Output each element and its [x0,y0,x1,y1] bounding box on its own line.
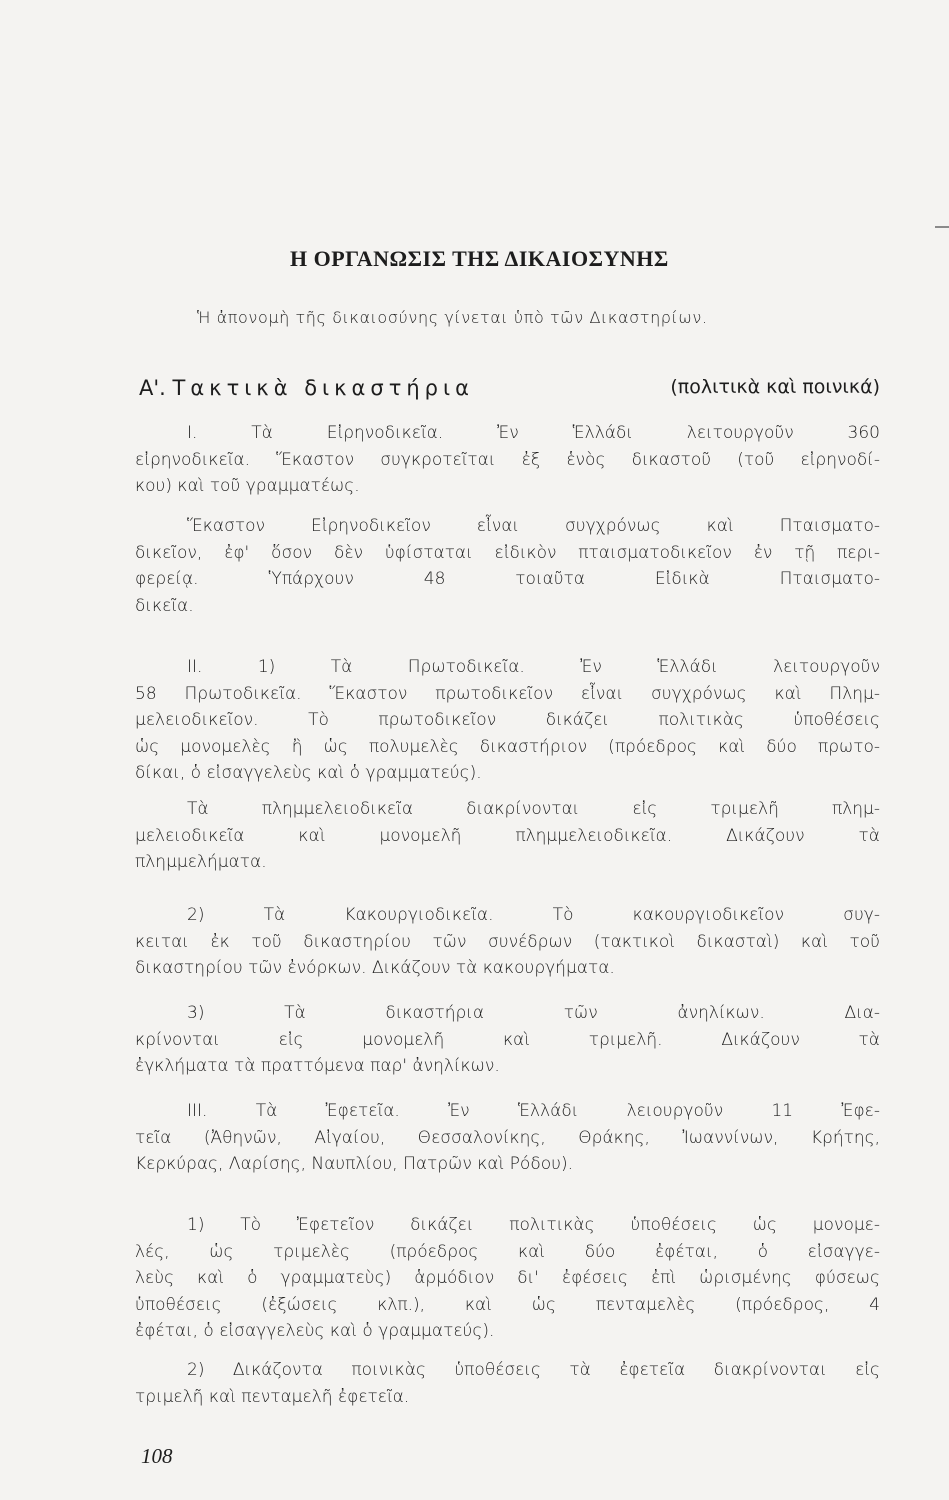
text-line: Κερκύρας, Λαρίσης, Ναυπλίου, Πατρῶν καὶ Ρόδου). [135,1154,573,1174]
text-line: Ἕκαστον Εἰρηνοδικεῖον εἶναι συγχρόνως καὶ Πταισματο- [187,516,880,536]
text-line: II. 1) Τὰ Πρωτοδικεῖα. Ἐν Ἑλλάδι λειτουργοῦν [187,657,880,677]
text-line: δίκαι, ὁ εἰσαγγελεὺς καὶ ὁ γραμματεύς). [135,763,482,783]
text-line: δικαστηρίου τῶν ἐνόρκων. Δικάζουν τὰ κακουργήματα. [135,958,615,978]
intro-sentence: Ἡ ἀπονομὴ τῆς δικαιοσύνης γίνεται ὑπὸ τῶν Δικαστηρίων. [197,308,708,327]
paragraph-plimmeleiodikeia [135,796,880,876]
section-a-label [139,376,474,400]
text-line: δικεῖον, ἐφ' ὅσον δὲν ὑφίσταται εἰδικὸν πταισματοδικεῖον ἐν τῇ περι- [135,542,880,563]
paragraph-anilikon [135,1000,880,1080]
text-line: 58 Πρωτοδικεῖα. Ἕκαστον πρωτοδικεῖον εἶναι συγχρόνως καὶ Πλημ- [135,683,880,704]
paragraph-efeteio-politikes [135,1212,880,1345]
paragraph-efeteio-poinikes [135,1357,880,1410]
text-line: 2) Δικάζοντα ποινικὰς ὑποθέσεις τὰ ἐφετεῖα διακρίνονται εἰς [187,1360,880,1380]
text-line: εἰρηνοδικεῖα. Ἕκαστον συγκροτεῖται ἐξ ἑνὸς δικαστοῦ (τοῦ εἰρηνοδί- [135,449,880,470]
text-line: κου) καὶ τοῦ γραμματέως. [135,476,360,496]
section-a-title: Τακτικὰ δικαστήρια [172,376,474,400]
paragraph-eirinodikeia [135,420,880,500]
text-line: III. Τὰ Ἐφετεῖα. Ἐν Ἑλλάδι λειουργοῦν 11 Ἐφε- [187,1101,880,1121]
text-line: ἐφέται, ὁ εἰσαγγελεὺς καὶ ὁ γραμματεύς). [135,1321,495,1341]
text-line: κειται ἐκ τοῦ δικαστηρίου τῶν συνέδρων (τακτικοὶ δικασταὶ) καὶ τοῦ [135,931,880,952]
page-title: Η ΟΡΓΑΝΩΣΙΣ ΤΗΣ ΔΙΚΑΙΟΣΥΝΗΣ [290,246,669,271]
text-line: 2) Τὰ Κακουργιοδικεῖα. Τὸ κακουργιοδικεῖον συγ- [187,905,880,925]
text-line: I. Τὰ Εἰρηνοδικεῖα. Ἐν Ἑλλάδι λειτουργοῦν 360 [187,423,880,443]
paragraph-ptaismatodikeia [135,513,880,619]
text-line: λές, ὡς τριμελὲς (πρόεδρος καὶ δύο ἐφέται, ὁ εἰσαγγε- [135,1241,880,1262]
document-page [135,0,880,1500]
section-a-letter: Α'. [139,376,166,400]
text-line: Τὰ πλημμελειοδικεῖα διακρίνονται εἰς τριμελῆ πλημ- [187,799,880,819]
page-number: 108 [141,1444,173,1468]
margin-mark [935,226,949,228]
text-line: 3) Τὰ δικαστήρια τῶν ἀνηλίκων. Δια- [187,1003,880,1023]
text-line: ἐγκλήματα τὰ πραττόμενα παρ' ἀνηλίκων. [135,1056,500,1076]
paragraph-kakourgiodikeia [135,902,880,982]
paragraph-protodikeia [135,654,880,787]
text-line: κρίνονται εἰς μονομελῆ καὶ τριμελῆ. Δικάζουν τὰ [135,1029,880,1050]
section-a-subtitle: (πολιτικὰ καὶ ποινικά) [670,376,880,398]
text-line: τριμελῆ καὶ πενταμελῆ ἐφετεῖα. [135,1386,410,1407]
text-line: ὑποθέσεις (ἐξώσεις κλπ.), καὶ ὡς πενταμελὲς (πρόεδρος, 4 [135,1294,880,1315]
text-line: ὡς μονομελὲς ἢ ὡς πολυμελὲς δικαστήριον (πρόεδρος καὶ δύο πρωτο- [135,736,880,757]
text-line: μελειοδικεῖον. Τὸ πρωτοδικεῖον δικάζει πολιτικὰς ὑποθέσεις [135,710,880,730]
text-line: λεὺς καὶ ὁ γραμματεὺς) ἁρμόδιον δι' ἐφέσεις ἐπὶ ὡρισμένης φύσεως [135,1268,880,1288]
text-line: δικεῖα. [135,595,194,616]
paragraph-efeteia [135,1098,880,1178]
text-line: φερείᾳ. Ὑπάρχουν 48 τοιαῦτα Εἰδικὰ Πταισματο- [135,569,880,589]
text-line: πλημμελήματα. [135,852,267,872]
section-a-heading [139,376,880,400]
text-line: τεῖα (Ἀθηνῶν, Αἰγαίου, Θεσσαλονίκης, Θράκης, Ἰωαννίνων, Κρήτης, [135,1127,880,1148]
text-line: 1) Τὸ Ἐφετεῖον δικάζει πολιτικὰς ὑποθέσεις ὡς μονομε- [187,1215,880,1235]
text-line: μελειοδικεῖα καὶ μονομελῆ πλημμελειοδικεῖα. Δικάζουν τὰ [135,825,880,846]
